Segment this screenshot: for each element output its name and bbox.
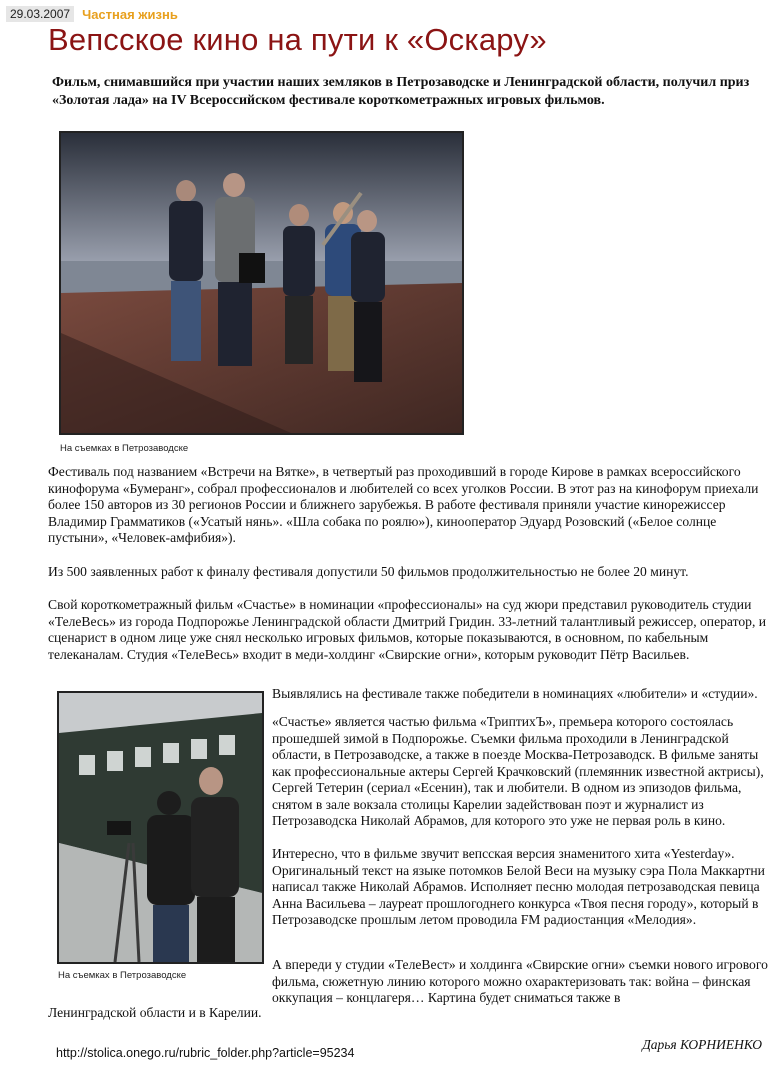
article-paragraph: Ленинградской области и в Карелии. [48, 1005, 262, 1020]
article-paragraph: Фестиваль под названием «Встречи на Вятке», в четвертый раз проходивший в городе Кирове в рамках всероссийского кинофорума «Бумеранг», собрал профессионалов и любителей со всех уголков России. В этот раз на кинофорум приехали более 150 авторов из 30 регионов России и ближнего зарубежья. В работе фестиваля приняли участие кинорежиссер Владимир Грамматиков («Усатый нянь». «Шла собака по роялю»), кинооператор Эдуард Розовский («Белое солнце пустыни», «Человек-амфибия»). [48, 464, 759, 545]
photo-caption: На съемках в Петрозаводске [60, 443, 189, 454]
article-paragraph: А впереди у студии «ТелеВест» и холдинга «Свирские огни» съемки нового игрового фильма, сюжетную линию которого можно охарактеризовать так: война – финская оккупация – концлагеря… Картина будет сниматься также в [272, 957, 768, 1005]
article-title: Вепсское кино на пути к «Оскару» [48, 22, 547, 57]
article-paragraph: «Счастье» является частью фильма «ТриптихЪ», премьера которого состоялась прошедшей зимой в Подпорожье. Съемки фильма проходили в Ленинградской области, в Петрозаводске, а также в поезде Москва-Петрозаводск. В фильме заняты как профессиональные актеры Сергей Крачковский (племянник известной актрисы), Сергей Тетерин (сериал «Есенин), так и любители. В одном из эпизодов фильма, снятом в зале вокзала столицы Карелии задействован поэт и журналист из Петрозаводска Николай Абрамов, для которого это уже не первая роль в кино. [272, 714, 764, 828]
rubric-link[interactable]: Частная жизнь [82, 6, 178, 22]
film-crew-group-photo [59, 131, 464, 435]
article-author: Дарья КОРНИЕНКО [642, 1037, 762, 1052]
article-lead: Фильм, снимавшийся при участии наших земляков в Петрозаводске и Ленинградской области, получил приз «Золотая лада» на IV Всероссийском фестивале короткометражных игровых фильмов. [52, 75, 750, 108]
article-paragraph: Из 500 заявленных работ к финалу фестиваля допустили 50 фильмов продолжительностью не более 20 минут. [48, 564, 689, 579]
source-url: http://stolica.onego.ru/rubric_folder.php?article=95234 [56, 1046, 355, 1060]
article-paragraph: Интересно, что в фильме звучит вепсская версия знаменитого хита «Yesterday». Оригинальный текст на языке потомков Белой Веси на музыку сэра Пола Маккартни написал также Николай Абрамов. Исполняет песню молодая петрозаводская певица Анна Васильева – лауреат прошлогоднего конкурса «Твоя песня городу», который в Петрозаводске прошлым летом проводила FM радиостанция «Мелодия». [272, 846, 765, 927]
article-paragraph: Свой короткометражный фильм «Счастье» в номинации «профессионалы» на суд жюри представил руководитель студии «ТелеВесь» из города Подпорожье Ленинградской области Дмитрий Гридин. 33-летний талантливый режиссер, оператор, и сценарист в одном лице уже снял несколько игровых фильмов, которые показываются, в основном, по кабельным телеканалам. Студия «ТелеВесь» входит в меди-холдинг «Свирские огни», которым руководит Пётр Васильев. [48, 597, 767, 662]
publish-date: 29.03.2007 [6, 6, 74, 22]
article-meta [6, 6, 178, 22]
article-paragraph: Выявлялись на фестивале также победители в номинациях «любители» и «студии». [272, 686, 758, 701]
photo-caption: На съемках в Петрозаводске [58, 970, 187, 981]
cameraman-train-photo [57, 691, 264, 964]
